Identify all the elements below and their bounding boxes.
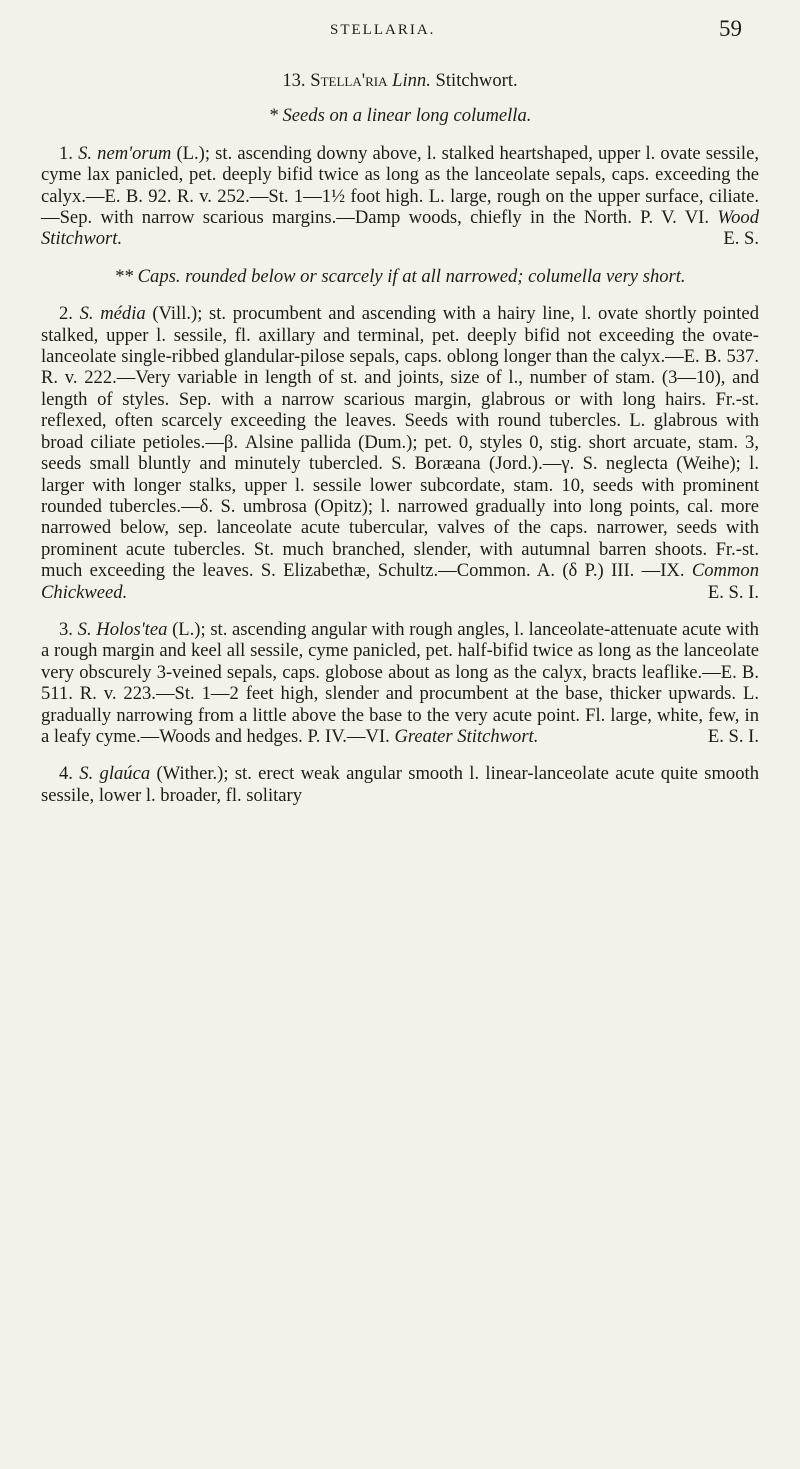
page-body: [41, 70, 759, 822]
species-number: 4.: [59, 763, 73, 785]
species-common-name: Common Chickweed.: [41, 560, 759, 603]
genus-authority: Linn.: [392, 70, 431, 91]
species-common-name: Greater Stitchwort.: [394, 725, 539, 747]
species-number: 3.: [59, 618, 73, 640]
species-name: S. média: [79, 303, 146, 325]
species-name: S. nem'orum: [78, 142, 172, 164]
genus-heading: [41, 70, 759, 91]
species-entry-1: [41, 143, 759, 250]
species-number: 2.: [59, 303, 73, 325]
species-description: (Vill.); st. procumbent and ascending with a hairy line, l. ovate shortly pointed stalked, upper l. sessile, fl. axillary and terminal, pet. deeply bifid not exceeding the ovate-lanceolate single-ribbed glandular-pilose sepals, caps. oblong longer than the calyx.—E. B. 537. R. v. 222.—Very variable in length of st. and joints, size of l., number of stam. (3—10), and length of styles. Sep. with a narrow scarious margin, glabrous or with long hairs. Fr.-st. reflexed, often scarcely exceeding the leaves. Seeds with round tubercles. L. glabrous with broad ciliate petioles.—β. Alsine pallida (Dum.); pet. 0, styles 0, stig. short arcuate, stam. 3, seeds small bluntly and minutely tubercled. S. Boræana (Jord.).—γ. S. neglecta (Weihe); l. larger with longer stalks, upper l. sessile lower subcordate, stam. 10, seeds with prominent rounded tubercles.—δ. S. umbrosa (Opitz); l. narrowed gradually into long points, cal. more narrowed below, sep. lanceolate acute tubercular, valves of the caps. narrower, seeds with prominent acute tubercles. St. much branched, slender, with autumnal barren shoots. Fr.-st. much exceeding the leaves. S. Elizabethæ, Schultz.—Common. A. (δ P.) III. —IX.: [41, 303, 759, 582]
running-head: STELLARIA.: [330, 22, 436, 38]
species-name: S. Holos'tea: [77, 618, 168, 640]
species-entry-4: [41, 763, 759, 806]
species-distribution: E. S. I.: [707, 581, 759, 603]
page-number: 59: [719, 16, 742, 41]
genus-common-name: Stitchwort.: [435, 70, 518, 91]
genus-name: Stella'ria: [310, 70, 388, 91]
section-heading-1: * Seeds on a linear long columella.: [268, 105, 532, 127]
species-number: 1.: [59, 142, 73, 164]
section-heading-2: ** Caps. rounded below or scarcely if at all narrowed; columella very short.: [114, 265, 686, 287]
species-description: (Wither.); st. erect weak angular smooth l. linear-lanceolate acute quite smooth sessile, lower l. broader, fl. solitary: [41, 763, 759, 806]
species-distribution: E. S. I.: [707, 725, 759, 747]
species-entry-2: [41, 303, 759, 603]
species-common-name: Wood Stitchwort.: [41, 207, 759, 250]
species-description: (L.); st. ascending downy above, l. stalked heartshaped, upper l. ovate sessile, cyme lax panicled, pet. deeply bifid twice as long as the lanceolate sepals, caps. exceeding the calyx.—E. B. 92. R. v. 252.—St. 1—1½ foot high. L. large, rough on the upper surface, ciliate.—Sep. with narrow scarious margins.—Damp woods, chiefly in the North. P. V. VI.: [41, 142, 759, 229]
species-distribution: E. S.: [723, 228, 759, 250]
species-description: (L.); st. ascending angular with rough angles, l. lanceolate-attenuate acute with a rough margin and keel all sessile, cyme panicled, pet. half-bifid twice as long as the lanceolate very obscurely 3-veined sepals, caps. globose about as long as the calyx, bracts leaflike.—E. B. 511. R. v. 223.—St. 1—2 feet high, slender and procumbent at the base, thicker upwards. L. gradually narrowing from a little above the base to the very acute point. Fl. large, white, few, in a leafy cyme.—Woods and hedges. P. IV.—VI.: [41, 618, 759, 747]
genus-number: 13.: [282, 70, 306, 91]
species-entry-3: [41, 619, 759, 747]
species-name: S. glaúca: [79, 763, 151, 785]
page-header: [0, 16, 800, 52]
